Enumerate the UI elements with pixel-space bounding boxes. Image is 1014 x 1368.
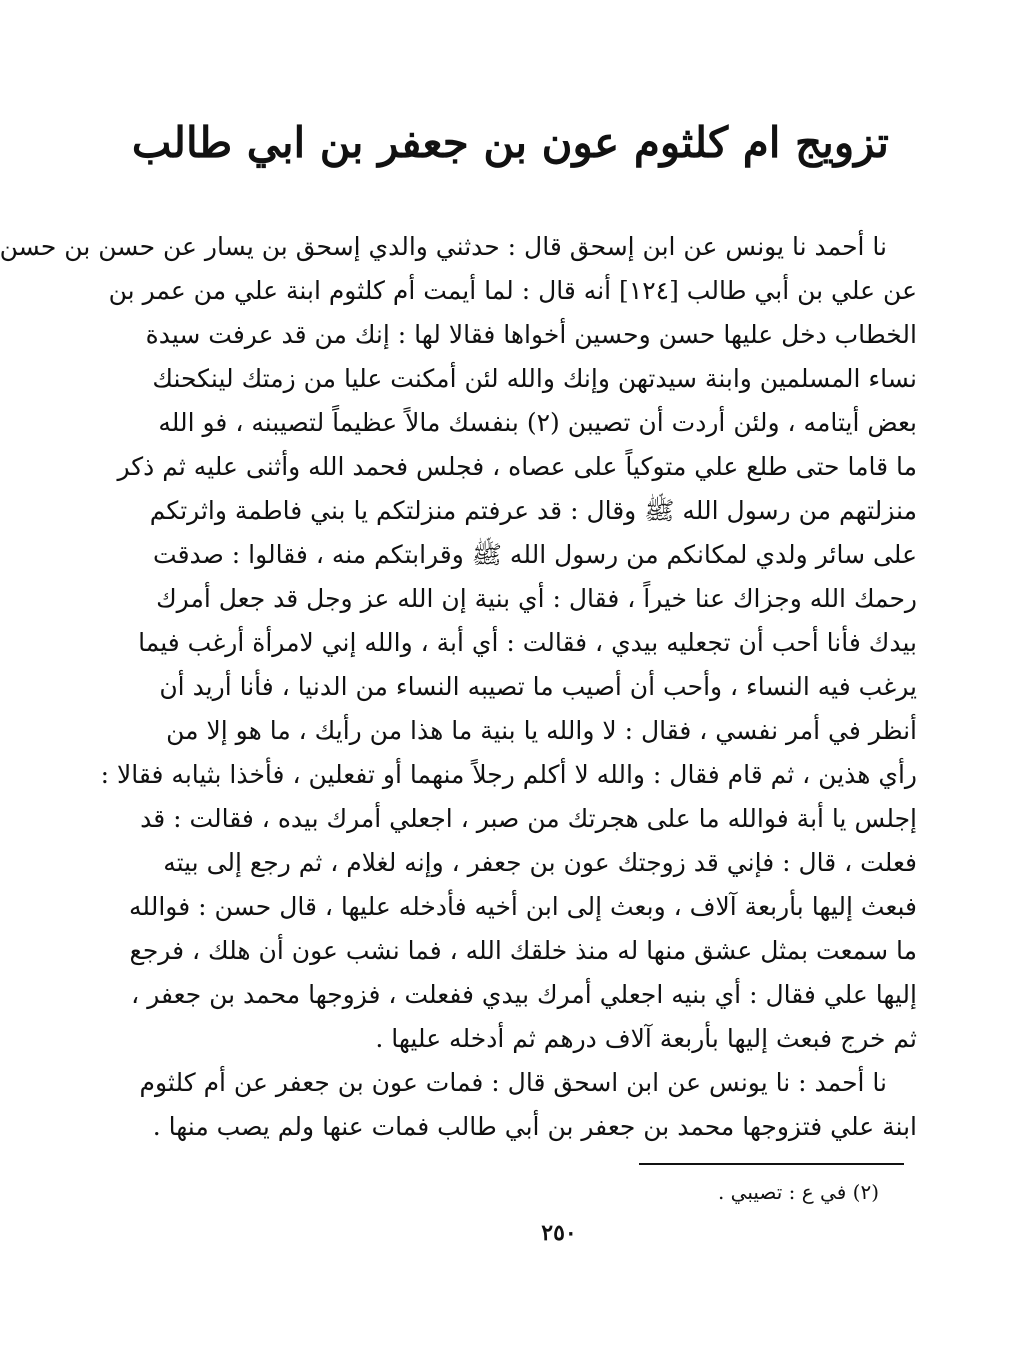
text-line: عن علي بن أبي طالب [١٢٤] أنه قال : لما أيمت أم كلثوم ابنة علي من عمر بن: [108, 276, 917, 305]
paragraph-1: [0, 225, 917, 1061]
paragraph-2: [139, 1061, 917, 1149]
page-number: ٢٥٠: [541, 1220, 577, 1246]
text-line: ما قاما حتى طلع علي متوكياً على عصاه ، فجلس فحمد الله وأثنى عليه ثم ذكر: [117, 452, 917, 481]
footnote-divider: [639, 1163, 904, 1165]
text-line: أنظر في أمر نفسي ، فقال : لا والله يا بنية ما هذا من رأيك ، ما هو إلا من: [166, 716, 917, 745]
text-line: بيدك فأنا أحب أن تجعليه بيدي ، فقالت : أي أبة ، والله إني لامرأة أرغب فيما: [138, 628, 917, 657]
text-line: رحمك الله وجزاك عنا خيراً ، فقال : أي بنية إن الله عز وجل قد جعل أمرك: [156, 584, 917, 613]
text-line: منزلتهم من رسول الله ﷺ وقال : قد عرفتم منزلتكم يا بني فاطمة واثرتكم: [149, 496, 917, 525]
text-line: نساء المسلمين وابنة سيدتهن وإنك والله لئن أمكنت عليا من زمتك لينكحنك: [152, 364, 917, 393]
text-line: بعض أيتامه ، ولئن أردت أن تصيبن (٢) بنفسك مالاً عظيماً لتصيبنه ، فو الله: [158, 408, 917, 437]
text-line: على سائر ولدي لمكانكم من رسول الله ﷺ وقرابتكم منه ، فقالوا : صدقت: [153, 540, 917, 569]
text-line: الخطاب دخل عليها حسن وحسين أخواها فقالا لها : إنك من قد عرفت سيدة: [145, 320, 917, 349]
text-line: ابنة علي فتزوجها محمد بن جعفر بن أبي طالب فمات عنها ولم يصب منها .: [152, 1112, 917, 1141]
text-line: نا أحمد : نا يونس عن ابن اسحق قال : فمات عون بن جعفر عن أم كلثوم: [139, 1068, 887, 1097]
footnote: (٢) في ع : تصيبي .: [717, 1180, 879, 1204]
text-line: فعلت ، قال : فإني قد زوجتك عون بن جعفر ، وإنه لغلام ، ثم رجع إلى بيته: [163, 848, 917, 877]
text-line: إليها علي فقال : أي بنيه اجعلي أمرك بيدي ففعلت ، فزوجها محمد بن جعفر ،: [131, 980, 917, 1009]
text-line: ما سمعت بمثل عشق منها له منذ خلقك الله ، فما نشب عون أن هلك ، فرجع: [129, 936, 917, 965]
text-line: نا أحمد نا يونس عن ابن إسحق قال : حدثني والدي إسحق بن يسار عن حسن بن حسن: [0, 232, 887, 261]
page-title: تزويج ام كلثوم عون بن جعفر بن ابي طالب: [131, 118, 889, 167]
text-line: رأي هذين ، ثم قام فقال : والله لا أكلم رجلاً منهما أو تفعلين ، فأخذا بثيابه فقالا :: [100, 760, 917, 789]
text-line: يرغب فيه النساء ، وأحب أن أصيب ما تصيبه النساء من الدنيا ، فأنا أريد أن: [159, 672, 917, 701]
text-line: ثم خرج فبعث إليها بأربعة آلاف درهم ثم أدخله عليها .: [375, 1024, 917, 1053]
text-line: فبعث إليها بأربعة آلاف ، وبعث إلى ابن أخيه فأدخله عليها ، قال حسن : فوالله: [129, 892, 917, 921]
main-text: [0, 225, 917, 1149]
text-line: إجلس يا أبة فوالله ما على هجرتك من صبر ، اجعلي أمرك بيده ، فقالت : قد: [140, 804, 917, 833]
